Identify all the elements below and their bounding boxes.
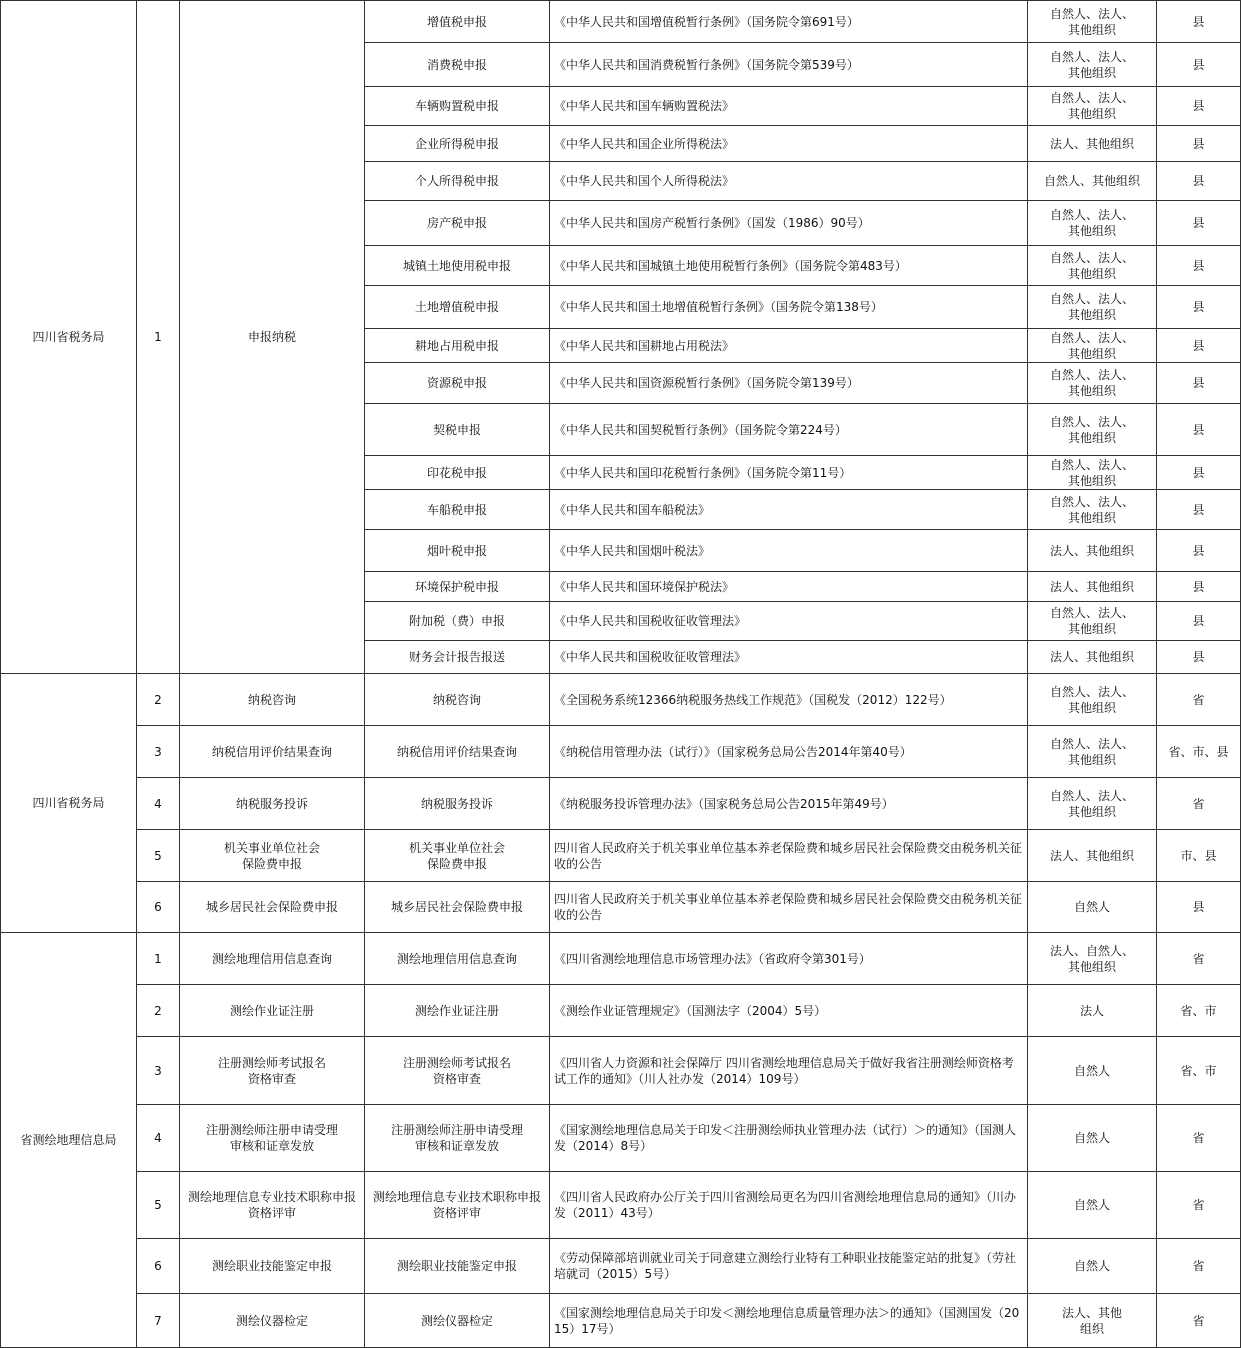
category-cell: 测绘作业证注册	[180, 985, 365, 1037]
item-cell: 车船税申报	[365, 490, 550, 530]
table-row	[1, 674, 1241, 726]
target-cell: 法人、其他组织	[1028, 530, 1157, 572]
level-cell: 省	[1157, 1239, 1241, 1294]
target-cell: 自然人	[1028, 882, 1157, 933]
item-cell: 环境保护税申报	[365, 572, 550, 602]
target-cell: 自然人、法人、 其他组织	[1028, 329, 1157, 363]
sequence-cell: 4	[137, 778, 180, 830]
level-cell: 县	[1157, 530, 1241, 572]
target-cell: 自然人、法人、 其他组织	[1028, 363, 1157, 404]
table-row	[1, 778, 1241, 830]
target-cell: 自然人、法人、 其他组织	[1028, 43, 1157, 87]
level-cell: 县	[1157, 456, 1241, 490]
level-cell: 省、市	[1157, 985, 1241, 1037]
item-cell: 附加税（费）申报	[365, 602, 550, 641]
basis-cell: 《中华人民共和国环境保护税法》	[550, 572, 1028, 602]
target-cell: 自然人、法人、 其他组织	[1028, 87, 1157, 126]
sequence-cell: 6	[137, 1239, 180, 1294]
target-cell: 自然人、法人、 其他组织	[1028, 201, 1157, 246]
category-cell: 纳税咨询	[180, 674, 365, 726]
level-cell: 省	[1157, 933, 1241, 985]
basis-cell: 《中华人民共和国税收征收管理法》	[550, 641, 1028, 674]
table-row	[1, 1037, 1241, 1105]
item-cell: 纳税咨询	[365, 674, 550, 726]
basis-cell: 《中华人民共和国烟叶税法》	[550, 530, 1028, 572]
table-row	[1, 933, 1241, 985]
target-cell: 自然人	[1028, 1105, 1157, 1172]
target-cell: 自然人、法人、 其他组织	[1028, 674, 1157, 726]
target-cell: 自然人、法人、 其他组织	[1028, 726, 1157, 778]
sequence-cell: 2	[137, 985, 180, 1037]
basis-cell: 《中华人民共和国契税暂行条例》（国务院令第224号）	[550, 404, 1028, 456]
target-cell: 法人、其他组织	[1028, 641, 1157, 674]
target-cell: 法人、其他 组织	[1028, 1294, 1157, 1348]
table-row	[1, 985, 1241, 1037]
basis-cell: 《中华人民共和国车船税法》	[550, 490, 1028, 530]
item-cell: 测绘地理信息专业技术职称申报资格评审	[365, 1172, 550, 1239]
target-cell: 自然人、法人、 其他组织	[1028, 1, 1157, 43]
sequence-cell: 1	[137, 1, 180, 674]
item-cell: 纳税信用评价结果查询	[365, 726, 550, 778]
level-cell: 省	[1157, 1172, 1241, 1239]
department-cell: 四川省税务局	[1, 674, 137, 933]
table-row	[1, 1239, 1241, 1294]
basis-cell: 《中华人民共和国耕地占用税法》	[550, 329, 1028, 363]
basis-cell: 《国家测绘地理信息局关于印发＜测绘地理信息质量管理办法＞的通知》（国测国发（2015）17号）	[550, 1294, 1028, 1348]
sequence-cell: 1	[137, 933, 180, 985]
level-cell: 县	[1157, 404, 1241, 456]
basis-cell: 《测绘作业证管理规定》（国测法字（2004）5号）	[550, 985, 1028, 1037]
sequence-cell: 2	[137, 674, 180, 726]
item-cell: 机关事业单位社会 保险费申报	[365, 830, 550, 882]
level-cell: 县	[1157, 201, 1241, 246]
item-cell: 测绘地理信用信息查询	[365, 933, 550, 985]
category-cell: 纳税信用评价结果查询	[180, 726, 365, 778]
sequence-cell: 3	[137, 726, 180, 778]
table-row	[1, 882, 1241, 933]
item-cell: 测绘仪器检定	[365, 1294, 550, 1348]
basis-cell: 《国家测绘地理信息局关于印发＜注册测绘师执业管理办法（试行）＞的通知》（国测人发（2014）8号）	[550, 1105, 1028, 1172]
item-cell: 印花税申报	[365, 456, 550, 490]
item-cell: 城镇土地使用税申报	[365, 246, 550, 286]
basis-cell: 《四川省人力资源和社会保障厅 四川省测绘地理信息局关于做好我省注册测绘师资格考试工作的通知》（川人社办发（2014）109号）	[550, 1037, 1028, 1105]
level-cell: 县	[1157, 246, 1241, 286]
level-cell: 省	[1157, 674, 1241, 726]
table-row	[1, 1294, 1241, 1348]
target-cell: 自然人、法人、 其他组织	[1028, 602, 1157, 641]
category-cell: 纳税服务投诉	[180, 778, 365, 830]
level-cell: 县	[1157, 286, 1241, 329]
item-cell: 个人所得税申报	[365, 162, 550, 201]
basis-cell: 《中华人民共和国个人所得税法》	[550, 162, 1028, 201]
level-cell: 县	[1157, 126, 1241, 162]
target-cell: 自然人、法人、 其他组织	[1028, 778, 1157, 830]
category-cell: 测绘仪器检定	[180, 1294, 365, 1348]
level-cell: 县	[1157, 87, 1241, 126]
level-cell: 省、市、县	[1157, 726, 1241, 778]
basis-cell: 《中华人民共和国企业所得税法》	[550, 126, 1028, 162]
category-cell: 机关事业单位社会 保险费申报	[180, 830, 365, 882]
department-cell: 省测绘地理信息局	[1, 933, 137, 1348]
basis-cell: 《中华人民共和国房产税暂行条例》（国发（1986）90号）	[550, 201, 1028, 246]
sequence-cell: 3	[137, 1037, 180, 1105]
item-cell: 测绘职业技能鉴定申报	[365, 1239, 550, 1294]
target-cell: 法人	[1028, 985, 1157, 1037]
category-cell: 注册测绘师注册申请受理 审核和证章发放	[180, 1105, 365, 1172]
item-cell: 消费税申报	[365, 43, 550, 87]
target-cell: 法人、自然人、 其他组织	[1028, 933, 1157, 985]
level-cell: 省	[1157, 1105, 1241, 1172]
target-cell: 自然人、法人、 其他组织	[1028, 490, 1157, 530]
table-row	[1, 830, 1241, 882]
target-cell: 自然人、其他组织	[1028, 162, 1157, 201]
basis-cell: 《四川省测绘地理信息市场管理办法》（省政府令第301号）	[550, 933, 1028, 985]
item-cell: 财务会计报告报送	[365, 641, 550, 674]
target-cell: 自然人、法人、 其他组织	[1028, 404, 1157, 456]
level-cell: 县	[1157, 572, 1241, 602]
sequence-cell: 4	[137, 1105, 180, 1172]
basis-cell: 《劳动保障部培训就业司关于同意建立测绘行业特有工种职业技能鉴定站的批复》（劳社培就司（2015）5号）	[550, 1239, 1028, 1294]
item-cell: 企业所得税申报	[365, 126, 550, 162]
basis-cell: 《纳税服务投诉管理办法》（国家税务总局公告2015年第49号）	[550, 778, 1028, 830]
item-cell: 纳税服务投诉	[365, 778, 550, 830]
category-cell: 申报纳税	[180, 1, 365, 674]
basis-cell: 《中华人民共和国增值税暂行条例》（国务院令第691号）	[550, 1, 1028, 43]
basis-cell: 四川省人民政府关于机关事业单位基本养老保险费和城乡居民社会保险费交由税务机关征收的公告	[550, 830, 1028, 882]
category-cell: 测绘职业技能鉴定申报	[180, 1239, 365, 1294]
item-cell: 测绘作业证注册	[365, 985, 550, 1037]
category-cell: 城乡居民社会保险费申报	[180, 882, 365, 933]
level-cell: 县	[1157, 641, 1241, 674]
table-row	[1, 1, 1241, 43]
target-cell: 自然人、法人、 其他组织	[1028, 456, 1157, 490]
level-cell: 县	[1157, 602, 1241, 641]
target-cell: 法人、其他组织	[1028, 572, 1157, 602]
table-row	[1, 1172, 1241, 1239]
basis-cell: 《中华人民共和国印花税暂行条例》（国务院令第11号）	[550, 456, 1028, 490]
basis-cell: 《纳税信用管理办法（试行）》（国家税务总局公告2014年第40号）	[550, 726, 1028, 778]
item-cell: 车辆购置税申报	[365, 87, 550, 126]
target-cell: 自然人、法人、 其他组织	[1028, 246, 1157, 286]
item-cell: 烟叶税申报	[365, 530, 550, 572]
level-cell: 县	[1157, 882, 1241, 933]
sequence-cell: 5	[137, 1172, 180, 1239]
item-cell: 注册测绘师注册申请受理 审核和证章发放	[365, 1105, 550, 1172]
item-cell: 注册测绘师考试报名 资格审查	[365, 1037, 550, 1105]
sequence-cell: 5	[137, 830, 180, 882]
item-cell: 耕地占用税申报	[365, 329, 550, 363]
basis-cell: 《中华人民共和国消费税暂行条例》（国务院令第539号）	[550, 43, 1028, 87]
sequence-cell: 6	[137, 882, 180, 933]
department-cell: 四川省税务局	[1, 1, 137, 674]
level-cell: 县	[1157, 363, 1241, 404]
table-row	[1, 1105, 1241, 1172]
target-cell: 法人、其他组织	[1028, 126, 1157, 162]
level-cell: 县	[1157, 490, 1241, 530]
target-cell: 法人、其他组织	[1028, 830, 1157, 882]
basis-cell: 《中华人民共和国资源税暂行条例》（国务院令第139号）	[550, 363, 1028, 404]
item-cell: 城乡居民社会保险费申报	[365, 882, 550, 933]
basis-cell: 《中华人民共和国税收征收管理法》	[550, 602, 1028, 641]
item-cell: 契税申报	[365, 404, 550, 456]
target-cell: 自然人	[1028, 1172, 1157, 1239]
level-cell: 县	[1157, 329, 1241, 363]
level-cell: 省	[1157, 778, 1241, 830]
level-cell: 省、市	[1157, 1037, 1241, 1105]
level-cell: 县	[1157, 43, 1241, 87]
level-cell: 县	[1157, 1, 1241, 43]
basis-cell: 四川省人民政府关于机关事业单位基本养老保险费和城乡居民社会保险费交由税务机关征收的公告	[550, 882, 1028, 933]
category-cell: 测绘地理信用信息查询	[180, 933, 365, 985]
target-cell: 自然人	[1028, 1239, 1157, 1294]
sequence-cell: 7	[137, 1294, 180, 1348]
basis-cell: 《中华人民共和国车辆购置税法》	[550, 87, 1028, 126]
category-cell: 测绘地理信息专业技术职称申报资格评审	[180, 1172, 365, 1239]
level-cell: 市、县	[1157, 830, 1241, 882]
item-cell: 增值税申报	[365, 1, 550, 43]
level-cell: 县	[1157, 162, 1241, 201]
basis-cell: 《全国税务系统12366纳税服务热线工作规范》（国税发（2012）122号）	[550, 674, 1028, 726]
item-cell: 土地增值税申报	[365, 286, 550, 329]
basis-cell: 《四川省人民政府办公厅关于四川省测绘局更名为四川省测绘地理信息局的通知》（川办发（2011）43号）	[550, 1172, 1028, 1239]
target-cell: 自然人	[1028, 1037, 1157, 1105]
basis-cell: 《中华人民共和国土地增值税暂行条例》（国务院令第138号）	[550, 286, 1028, 329]
level-cell: 省	[1157, 1294, 1241, 1348]
table-row	[1, 726, 1241, 778]
item-cell: 资源税申报	[365, 363, 550, 404]
target-cell: 自然人、法人、 其他组织	[1028, 286, 1157, 329]
item-cell: 房产税申报	[365, 201, 550, 246]
basis-cell: 《中华人民共和国城镇土地使用税暂行条例》（国务院令第483号）	[550, 246, 1028, 286]
category-cell: 注册测绘师考试报名 资格审查	[180, 1037, 365, 1105]
